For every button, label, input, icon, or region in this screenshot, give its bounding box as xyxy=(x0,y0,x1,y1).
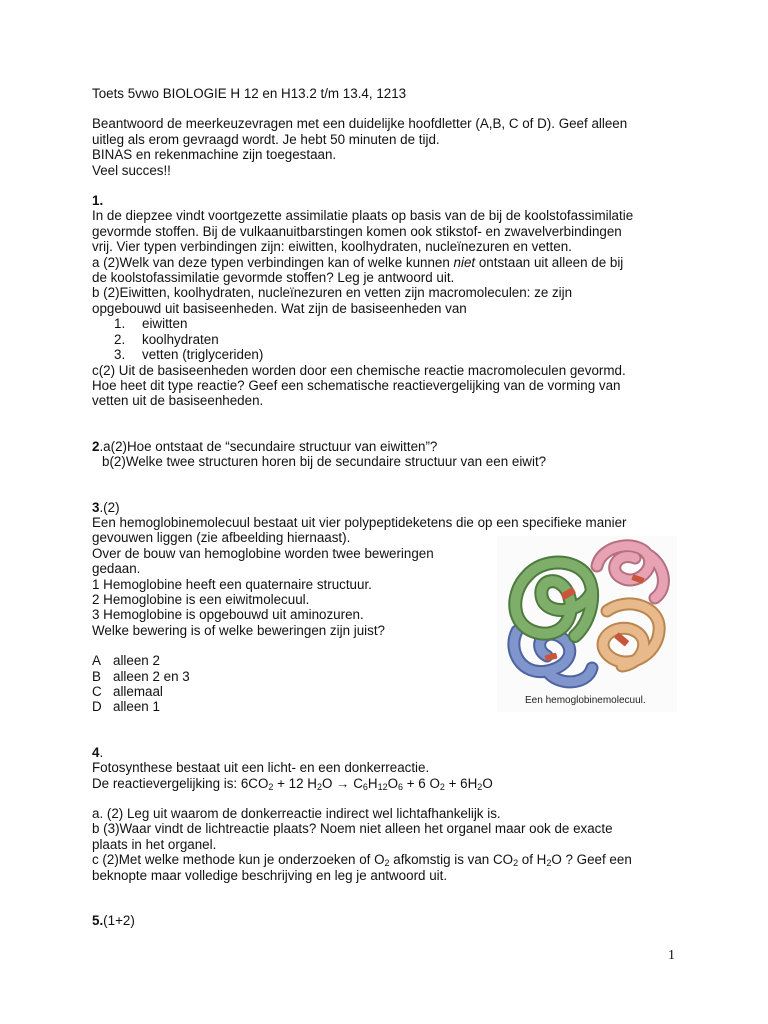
list-item-number: 1. xyxy=(114,316,126,332)
question-2-number: 2 xyxy=(92,438,100,454)
choice-letter: A xyxy=(92,653,101,669)
q4-a: a. (2) Leg uit waarom de donkerreactie indirect wel lichtafhankelijk is. xyxy=(92,806,501,822)
eq-part: + 12 H xyxy=(273,775,317,791)
q4-c-part: of H xyxy=(518,852,547,868)
page-number: 1 xyxy=(668,948,675,963)
q4-header xyxy=(92,745,692,760)
q3-statement-3: 3 Hemoglobine is opgebouwd uit aminozuren. xyxy=(92,607,364,623)
eq-subscript: 6 xyxy=(398,781,404,792)
q4-c-subscript: 2 xyxy=(546,858,552,869)
document-page xyxy=(92,86,692,928)
hemoglobin-illustration xyxy=(497,536,677,691)
question-1-number: 1. xyxy=(92,193,104,209)
eq-subscript: 12 xyxy=(377,781,388,792)
hemoglobin-figure xyxy=(497,536,677,712)
eq-subscript: 2 xyxy=(477,781,483,792)
eq-part: H xyxy=(367,775,378,791)
q1-c-line-1: c(2) Uit de basiseenheden worden door een chemische reactie macromoleculen gevormd. xyxy=(92,362,626,378)
q2-a-text: .a(2)Hoe ontstaat de “secundaire structuur van eiwitten”? xyxy=(99,438,438,454)
q1-c-line-2: Hoe heet dit type reactie? Geef een schematische reactievergelijking van de vorming van xyxy=(92,377,621,393)
q1-a-line-1 xyxy=(92,255,692,270)
choice-letter: B xyxy=(92,668,101,684)
question-5-number: 5. xyxy=(92,913,104,929)
q1-a-post: ontstaan uit alleen de bij xyxy=(475,254,624,270)
q1-b-line-2: opgebouwd uit basiseenheden. Wat zijn de basiseenheden van xyxy=(92,300,467,316)
eq-part: O xyxy=(387,775,399,791)
q3-points: .(2) xyxy=(99,499,120,515)
choice-text: alleen 1 xyxy=(113,699,160,715)
list-item-number: 3. xyxy=(114,347,126,363)
q4-c-part: O ? Geef een xyxy=(551,852,632,868)
question-3-number: 3 xyxy=(92,499,100,515)
choice-text: alleen 2 xyxy=(113,653,160,669)
eq-subscript: 2 xyxy=(439,781,445,792)
q4-text-1: Fotosynthese bestaat uit een licht- en een donkerreactie. xyxy=(92,760,430,776)
eq-part: De reactievergelijking is: 6CO xyxy=(92,775,269,791)
eq-part: + 6 O xyxy=(403,775,440,791)
q3-text-2: gevouwen liggen (zie afbeelding hiernaast). xyxy=(92,530,351,546)
eq-subscript: 2 xyxy=(268,781,274,792)
intro-line-3: BINAS en rekenmachine zijn toegestaan. xyxy=(92,147,337,163)
list-item-text: koolhydraten xyxy=(142,331,219,347)
eq-part: + 6H xyxy=(444,775,478,791)
intro-line-2: uitleg als erom gevraagd wordt. Je hebt 50 minuten de tijd. xyxy=(92,131,440,147)
pink-chain xyxy=(597,546,663,598)
q4-c-line-1 xyxy=(92,852,692,867)
q1-a-pre: a (2)Welk van deze typen verbindingen kan of welke kunnen xyxy=(92,254,454,270)
q3-question: Welke bewering is of welke beweringen zijn juist? xyxy=(92,622,386,638)
q1-subunit-list xyxy=(92,316,692,362)
q3-statement-2: 2 Hemoglobine is een eiwitmolecuul. xyxy=(92,591,310,607)
choice-text: alleen 2 en 3 xyxy=(113,668,190,684)
q3-text-4: gedaan. xyxy=(92,561,141,577)
list-item xyxy=(92,316,692,331)
choice-text: allemaal xyxy=(113,684,163,699)
eq-subscript: 2 xyxy=(316,781,322,792)
eq-part: O → C xyxy=(321,775,363,791)
list-item-text: vetten (triglyceriden) xyxy=(142,347,264,363)
q1-text-1: In de diepzee vindt voortgezette assimilatie plaats op basis van de bij de koolstofassimilatie xyxy=(92,208,634,224)
q4-c-line-2: beknopte maar volledige beschrijving en leg je antwoord uit. xyxy=(92,867,448,883)
list-item-number: 2. xyxy=(114,331,126,347)
q1-b-line-1: b (2)Eiwitten, koolhydraten, nucleïnezuren en vetten zijn macromoleculen: ze zijn xyxy=(92,285,573,301)
q4-c-part: c (2)Met welke methode kun je onderzoeken of O xyxy=(92,852,385,868)
eq-subscript: 6 xyxy=(362,781,368,792)
q4-b-line-1: b (3)Waar vindt de lichtreactie plaats? Noem niet alleen het organel maar ook de exacte xyxy=(92,821,613,837)
q3-text-3: Over de bouw van hemoglobine worden twee beweringen xyxy=(92,545,434,561)
orange-chain xyxy=(603,604,659,666)
reaction-equation xyxy=(92,776,692,791)
q2-line-2: b(2)Welke twee structuren horen bij de secundaire structuur van een eiwit? xyxy=(102,454,547,470)
q4-c-part: afkomstig is van CO xyxy=(389,852,514,868)
list-item-text: eiwitten xyxy=(142,316,188,332)
q5-header xyxy=(92,913,692,928)
q5-points: (1+2) xyxy=(103,913,135,929)
q4-b-line-2: plaats in het organel. xyxy=(92,836,217,852)
q1-c-line-3: vetten uit de basiseenheden. xyxy=(92,393,264,409)
q1-text-3: vrij. Vier typen verbindingen zijn: eiwitten, koolhydraten, nucleïnezuren en vetten. xyxy=(92,239,572,255)
q1-text-2: gevormde stoffen. Bij de vulkaanuitbarstingen komen ook stikstof- en zwavelverbindingen xyxy=(92,223,622,239)
eq-part: O xyxy=(482,775,493,791)
test-title: Toets 5vwo BIOLOGIE H 12 en H13.2 t/m 13.4, 1213 xyxy=(92,86,407,101)
q2-line-1 xyxy=(92,439,692,454)
question-4-number: 4 xyxy=(92,744,100,760)
figure-caption: Een hemoglobinemolecuul. xyxy=(525,695,646,706)
q3-text-1: Een hemoglobinemolecuul bestaat uit vier polypeptideketens die op een specifieke manier xyxy=(92,514,627,530)
q3-statement-1: 1 Hemoglobine heeft een quaternaire structuur. xyxy=(92,576,372,592)
choice-letter: C xyxy=(92,684,102,699)
intro-line-1: Beantwoord de meerkeuzevragen met een duidelijke hoofdletter (A,B, C of D). Geef alleen xyxy=(92,116,628,132)
choice-letter: D xyxy=(92,699,102,715)
q1-a-emphasis: niet xyxy=(453,254,476,270)
q3-header xyxy=(92,500,692,515)
list-item xyxy=(92,332,692,347)
green-chain xyxy=(515,563,592,637)
q1-a-line-2: de koolstofassimilatie gevormde stoffen? Leg je antwoord uit. xyxy=(92,270,455,286)
q4-dot: . xyxy=(99,744,104,760)
intro-line-4: Veel succes!! xyxy=(92,162,171,178)
q4-c-subscript: 2 xyxy=(513,858,519,869)
q4-c-subscript: 2 xyxy=(384,858,390,869)
list-item xyxy=(92,347,692,362)
